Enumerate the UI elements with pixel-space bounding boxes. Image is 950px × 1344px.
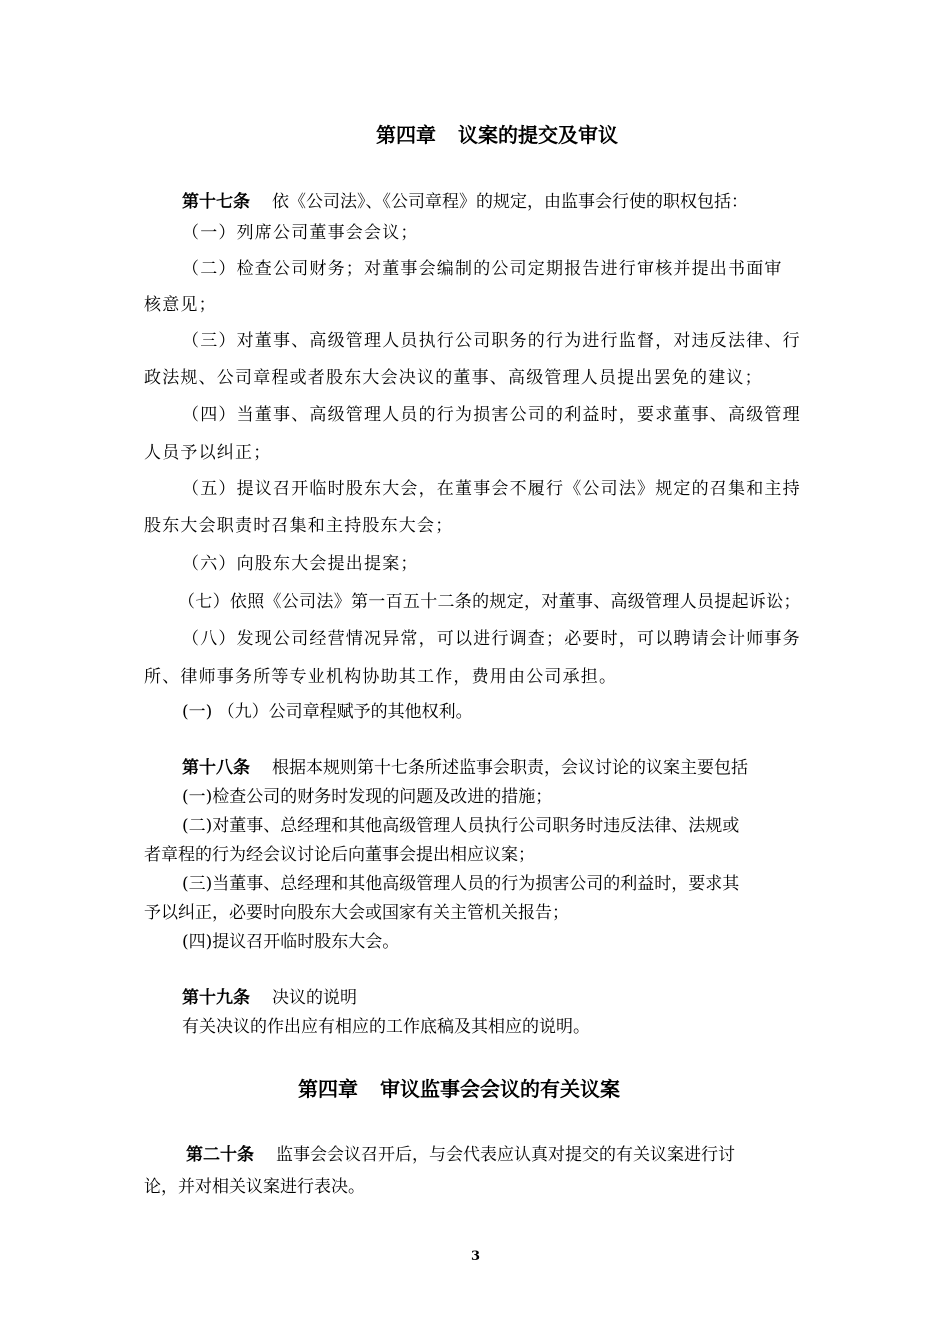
list-item: (一) （九）公司章程赋予的其他权利。 bbox=[182, 702, 473, 722]
article-17-heading bbox=[182, 191, 748, 213]
chapter-heading-2 bbox=[298, 1076, 620, 1102]
list-item: 者章程的行为经会议讨论后向董事会提出相应议案； bbox=[144, 845, 535, 865]
list-item: （二）检查公司财务；对董事会编制的公司定期报告进行审核并提出书面审 bbox=[182, 259, 783, 279]
article-20-heading bbox=[186, 1144, 735, 1166]
list-item: （七）依照《公司法》第一百五十二条的规定，对董事、高级管理人员提起诉讼； bbox=[178, 592, 801, 612]
article-20-continuation: 论，并对相关议案进行表决。 bbox=[144, 1177, 365, 1197]
list-item: 股东大会职责时召集和主持股东大会； bbox=[144, 516, 454, 536]
list-item: （一）列席公司董事会会议； bbox=[182, 223, 419, 243]
article-18-heading bbox=[182, 757, 748, 779]
list-item: 政法规、公司章程或者股东大会决议的董事、高级管理人员提出罢免的建议； bbox=[144, 368, 763, 388]
list-item: 所、律师事务所等专业机构协助其工作，费用由公司承担。 bbox=[144, 667, 618, 687]
article-19-heading bbox=[182, 987, 357, 1009]
chapter-title: 议案的提交及审议 bbox=[458, 123, 618, 147]
page-number: 3 bbox=[471, 1249, 481, 1264]
chapter-number: 第四章 bbox=[376, 123, 436, 147]
article-text: 决议的说明 bbox=[272, 988, 357, 1008]
list-item: 予以纠正，必要时向股东大会或国家有关主管机关报告； bbox=[144, 903, 569, 923]
list-item: (四)提议召开临时股东大会。 bbox=[182, 932, 400, 952]
article-label: 第十七条 bbox=[182, 192, 250, 212]
article-text: 根据本规则第十七条所述监事会职责，会议讨论的议案主要包括 bbox=[272, 758, 748, 778]
list-item: （五）提议召开临时股东大会，在董事会不履行《公司法》规定的召集和主持 bbox=[182, 479, 801, 499]
list-item: （八）发现公司经营情况异常，可以进行调查；必要时，可以聘请会计师事务 bbox=[182, 629, 801, 649]
chapter-title: 审议监事会会议的有关议案 bbox=[380, 1077, 620, 1101]
article-label: 第十八条 bbox=[182, 758, 250, 778]
list-item: （三）对董事、高级管理人员执行公司职务的行为进行监督，对违反法律、行 bbox=[182, 331, 801, 351]
list-item: 人员予以纠正； bbox=[144, 443, 272, 463]
list-item: 核意见； bbox=[144, 295, 217, 315]
article-text: 依《公司法》、《公司章程》的规定，由监事会行使的职权包括： bbox=[272, 192, 748, 212]
article-label: 第十九条 bbox=[182, 988, 250, 1008]
list-item: (三)当董事、总经理和其他高级管理人员的行为损害公司的利益时，要求其 bbox=[182, 874, 740, 894]
article-label: 第二十条 bbox=[186, 1145, 254, 1165]
article-19-body: 有关决议的作出应有相应的工作底稿及其相应的说明。 bbox=[182, 1017, 590, 1037]
list-item: （四）当董事、高级管理人员的行为损害公司的利益时，要求董事、高级管理 bbox=[182, 405, 801, 425]
list-item: （六）向股东大会提出提案； bbox=[182, 554, 419, 574]
article-text: 监事会会议召开后，与会代表应认真对提交的有关议案进行讨 bbox=[276, 1145, 735, 1165]
chapter-number: 第四章 bbox=[298, 1077, 358, 1101]
chapter-heading-1 bbox=[376, 122, 618, 148]
list-item: (二)对董事、总经理和其他高级管理人员执行公司职务时违反法律、法规或 bbox=[182, 816, 740, 836]
list-item: (一)检查公司的财务时发现的问题及改进的措施； bbox=[182, 787, 553, 807]
